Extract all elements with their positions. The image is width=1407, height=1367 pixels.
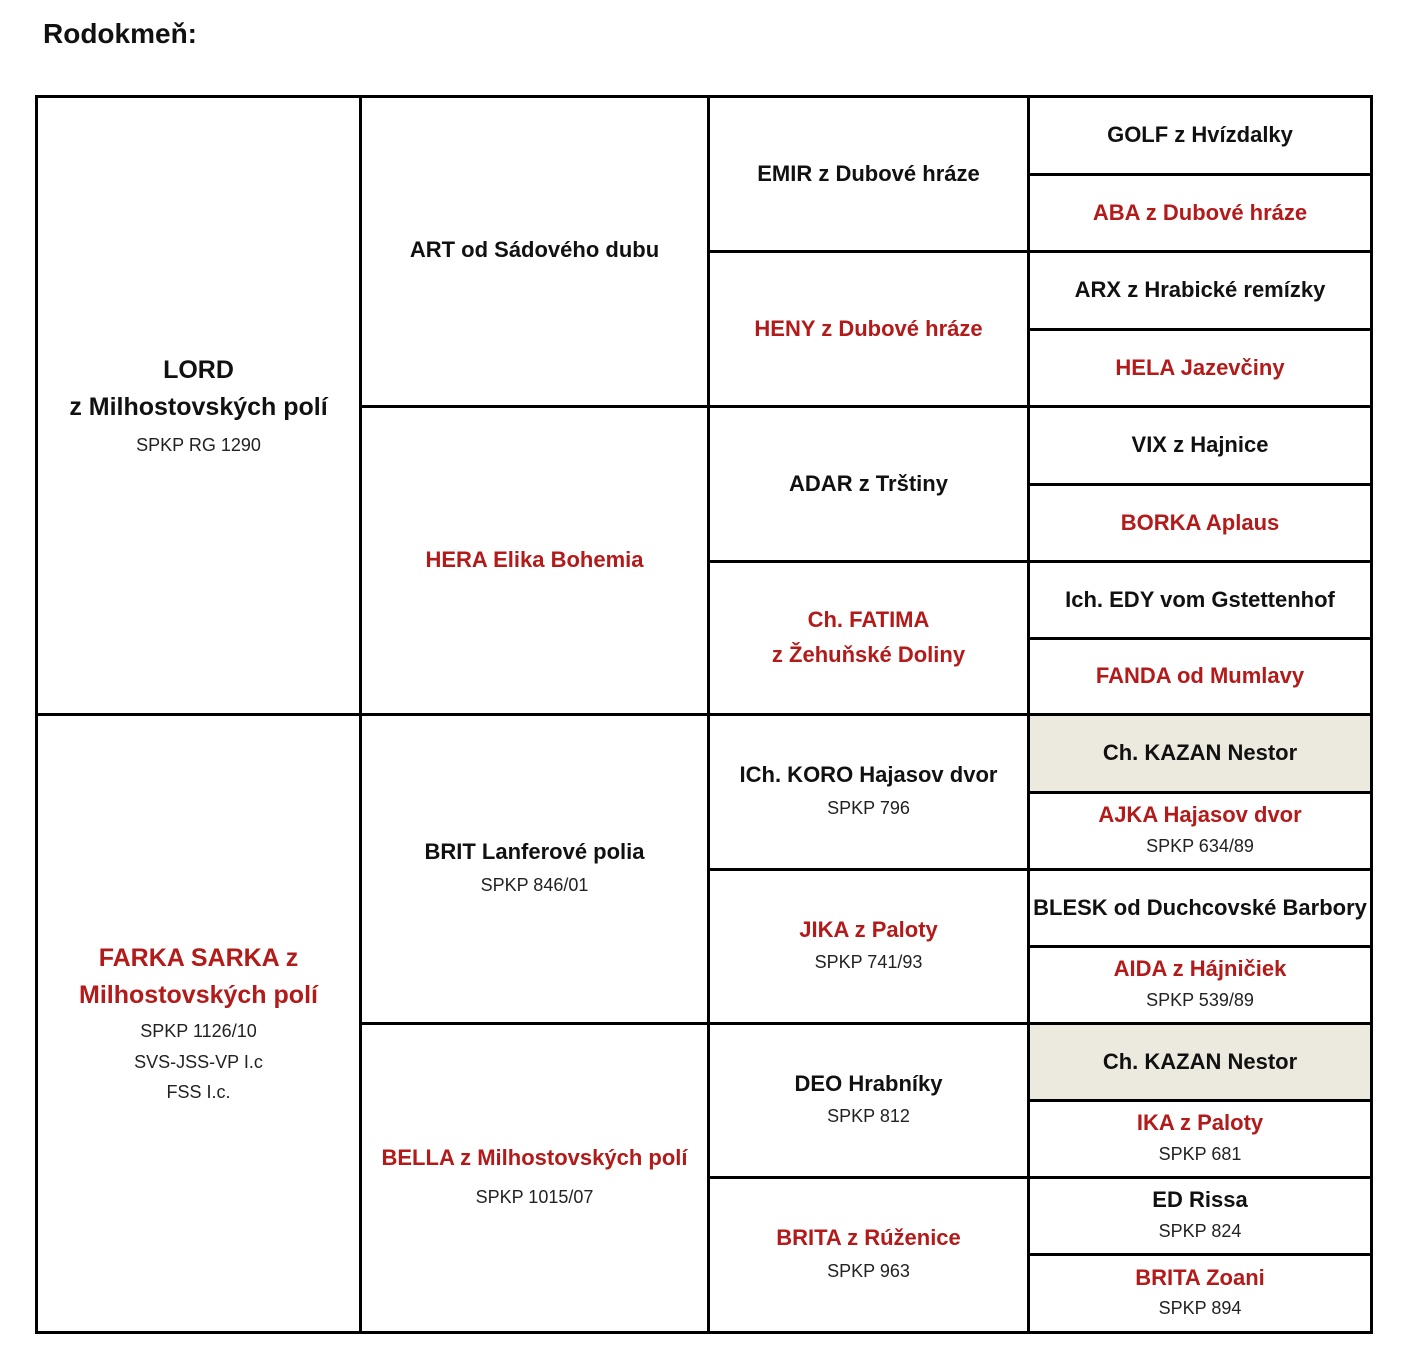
ds-dam-name: JIKA z Paloty <box>799 916 938 942</box>
ika-reg: SPKP 681 <box>1158 1143 1242 1164</box>
dds-cell-a <box>1030 563 1370 640</box>
ed-reg: SPKP 824 <box>1158 1220 1242 1241</box>
page-title: Rodokmeň: <box>43 18 197 49</box>
dam-sire-name: BRIT Lanferové polia <box>424 839 645 865</box>
dam-name-line2: Milhostovských polí <box>79 981 318 1010</box>
sire-reg: SPKP RG 1290 <box>136 434 261 455</box>
sds-name: ARX z Hrabické remízky <box>1074 277 1326 303</box>
dds-name-a: Ich. EDY vom Gstettenhof <box>1065 586 1335 612</box>
ika-name: IKA z Paloty <box>1136 1110 1264 1136</box>
ds-dam-reg: SPKP 741/93 <box>814 952 923 973</box>
ed-cell <box>1030 1179 1370 1256</box>
dsd-name-a: BORKA Aplaus <box>1120 509 1280 535</box>
zoani-reg: SPKP 894 <box>1158 1298 1242 1319</box>
dam-name-line1: FARKA SARKA z <box>98 943 299 972</box>
ss-sire-cell <box>710 98 1030 253</box>
sds-cell <box>1030 253 1370 331</box>
dd-sire-name: DEO Hrabníky <box>794 1070 943 1096</box>
sire-sire-cell <box>362 98 710 408</box>
sd-dam-cell <box>710 563 1030 716</box>
kazan-name-2: Ch. KAZAN Nestor <box>1102 1048 1298 1074</box>
dam-sire-reg: SPKP 846/01 <box>480 874 589 895</box>
sd-sire-cell <box>710 408 1030 563</box>
sire-cell <box>38 98 362 716</box>
ed-name: ED Rissa <box>1152 1187 1248 1213</box>
dam-dam-reg: SPKP 1015/07 <box>475 1186 594 1207</box>
sire-name-line2: z Milhostovských polí <box>69 393 328 422</box>
sire-dam-name: HERA Elika Bohemia <box>425 547 644 573</box>
ss-dam-name: HENY z Dubové hráze <box>754 315 983 341</box>
dsd-cell-a <box>1030 486 1370 563</box>
kazan-cell-2 <box>1030 1025 1370 1102</box>
ika-cell <box>1030 1102 1370 1179</box>
ss-sire-name: EMIR z Dubové hráze <box>757 160 980 186</box>
kazan-cell-1 <box>1030 716 1370 794</box>
ds-sire-name: ICh. KORO Hajasov dvor <box>739 762 998 788</box>
dam-sire-cell <box>362 716 710 1025</box>
zoani-name: BRITA Zoani <box>1135 1264 1265 1290</box>
sss-cell <box>1030 98 1370 176</box>
ajka-reg: SPKP 634/89 <box>1146 835 1254 856</box>
sd-sire-name: ADAR z Trštiny <box>789 470 948 496</box>
dam-dam-name: BELLA z Milhostovských polí <box>381 1145 688 1171</box>
kazan-name-1: Ch. KAZAN Nestor <box>1102 740 1298 766</box>
ds-sire-cell <box>710 716 1030 871</box>
ss-dam-cell <box>710 253 1030 408</box>
dd-sire-reg: SPKP 812 <box>827 1106 910 1127</box>
ds-dam-cell <box>710 871 1030 1025</box>
blesk-cell <box>1030 871 1370 948</box>
ajka-name: AJKA Hajasov dvor <box>1098 802 1302 828</box>
blesk-name: BLESK od Duchcovské Barbory <box>1033 894 1367 920</box>
dss-cell-a <box>1030 408 1370 486</box>
sss-name: GOLF z Hvízdalky <box>1107 122 1293 148</box>
sd-dam-name-line1: Ch. FATIMA <box>807 607 930 633</box>
sdd-cell <box>1030 331 1370 408</box>
zoani-cell <box>1030 1256 1370 1331</box>
ajka-cell <box>1030 794 1370 871</box>
dd-dam-cell <box>710 1179 1030 1331</box>
sire-name-line1: LORD <box>163 355 234 384</box>
ssd-name: ABA z Dubové hráze <box>1092 199 1308 225</box>
dss-name-a: VIX z Hajnice <box>1131 432 1269 458</box>
ds-sire-reg: SPKP 796 <box>827 797 910 818</box>
ddd-name-a: FANDA od Mumlavy <box>1095 663 1305 689</box>
pedigree-table <box>35 95 1373 1334</box>
dam-title-2: FSS I.c. <box>166 1082 231 1103</box>
dd-sire-cell <box>710 1025 1030 1179</box>
sire-dam-cell <box>362 408 710 716</box>
dam-title-1: SVS-JSS-VP I.c <box>134 1051 263 1072</box>
sdd-name: HELA Jazevčiny <box>1115 354 1285 380</box>
aida-name: AIDA z Hájničiek <box>1113 956 1287 982</box>
ddd-cell-a <box>1030 640 1370 716</box>
aida-reg: SPKP 539/89 <box>1146 989 1254 1010</box>
aida-cell <box>1030 948 1370 1025</box>
dd-dam-reg: SPKP 963 <box>827 1260 910 1281</box>
sire-sire-name: ART od Sádového dubu <box>409 237 660 262</box>
sd-dam-name-line2: z Žehuňské Doliny <box>771 642 966 667</box>
dd-dam-name: BRITA z Rúženice <box>776 1225 961 1251</box>
dam-dam-cell <box>362 1025 710 1331</box>
ssd-cell <box>1030 176 1370 253</box>
dam-cell <box>38 716 362 1331</box>
dam-reg: SPKP 1126/10 <box>140 1020 257 1041</box>
